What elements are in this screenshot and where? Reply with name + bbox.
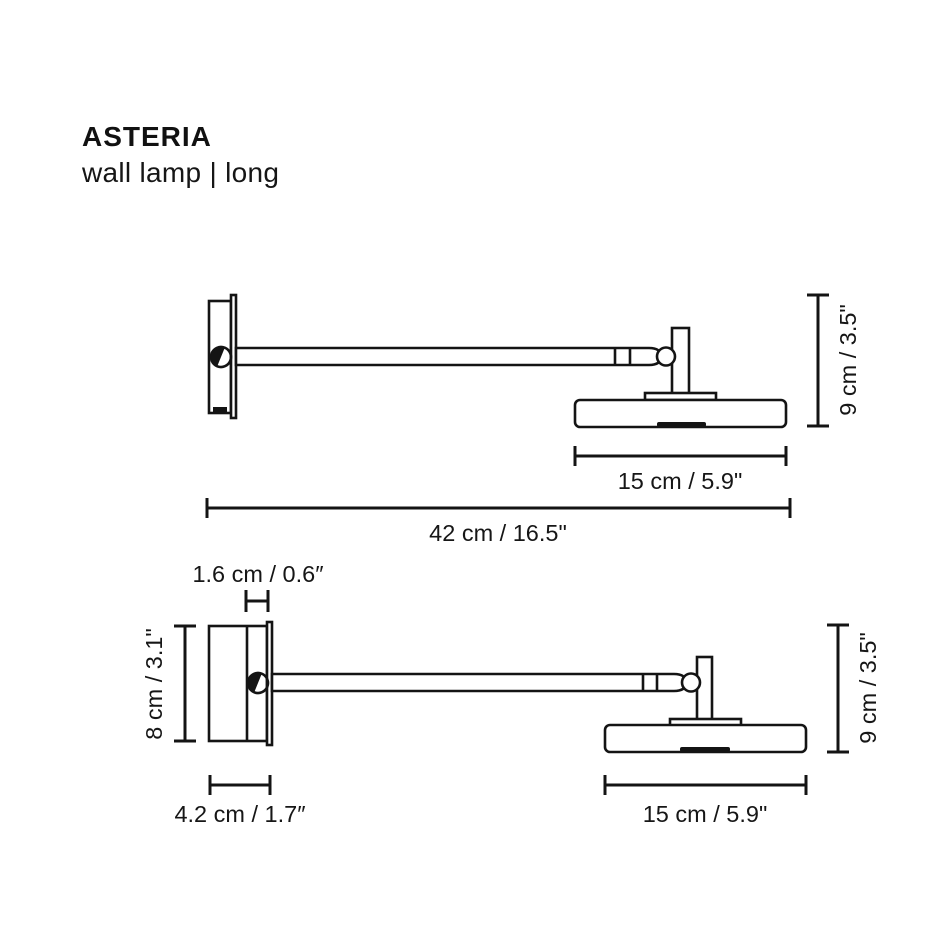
dim-head-width: [605, 775, 806, 827]
product-subtitle: wall lamp | long: [82, 157, 280, 188]
dim-canopy-depth: [174, 775, 305, 827]
lens: [657, 422, 706, 427]
arm: [236, 348, 661, 365]
pivot-icon: [657, 348, 675, 366]
arm: [272, 674, 686, 691]
pivot-icon: [682, 674, 700, 692]
dim-flange-depth: [192, 561, 323, 612]
dim-label-canopy-height: 8 cm / 3.1": [141, 628, 168, 740]
dim-height: [827, 625, 881, 752]
dim-label-total-length: 42 cm / 16.5": [429, 520, 567, 546]
view-bottom: [141, 561, 881, 827]
dim-label-canopy-depth: 4.2 cm / 1.7″: [174, 801, 306, 827]
dim-label-head-width: 15 cm / 5.9": [617, 468, 743, 494]
dim-label-flange-depth: 1.6 cm / 0.6″: [192, 561, 324, 587]
dim-total-length: [207, 498, 790, 546]
dim-label-height: 9 cm / 3.5": [855, 632, 882, 744]
dim-canopy-height: [141, 626, 196, 741]
view-top: [207, 295, 861, 546]
wall-plate-shadow: [213, 407, 227, 412]
dim-label-head-width: 15 cm / 5.9": [642, 801, 768, 827]
product-title: ASTERIA: [82, 121, 212, 152]
dim-height: [807, 295, 861, 426]
stem: [672, 328, 689, 398]
dim-head-width: [575, 446, 786, 494]
lens: [680, 747, 730, 752]
canopy: [209, 626, 267, 741]
dim-label-height: 9 cm / 3.5": [835, 304, 862, 416]
stem: [697, 657, 712, 722]
